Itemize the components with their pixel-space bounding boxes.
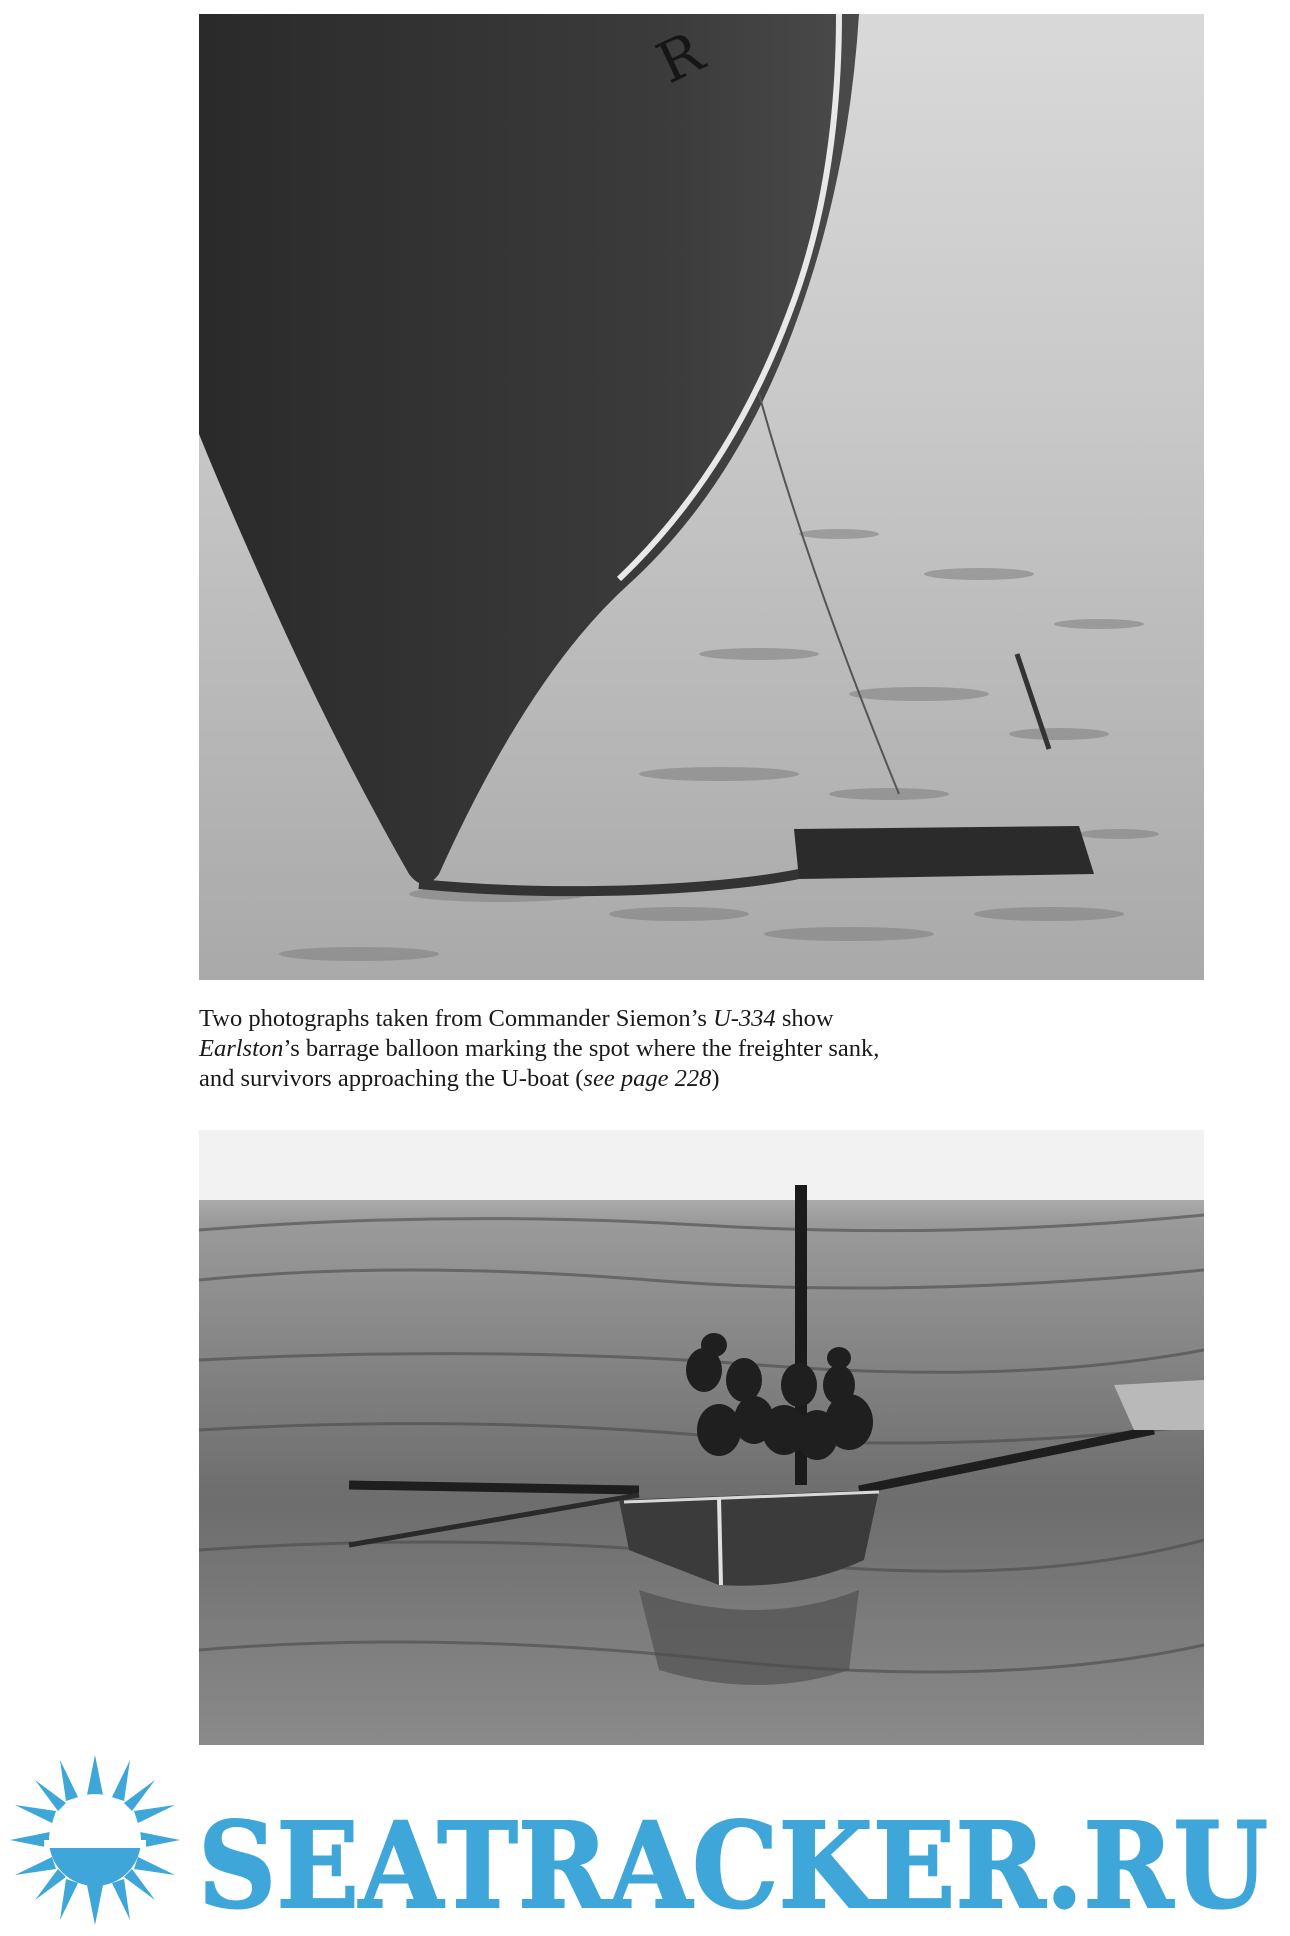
caption-page-reference: see page 228 bbox=[583, 1065, 712, 1092]
seatracker-watermark bbox=[0, 1745, 1290, 1936]
photo-bottom-image bbox=[199, 1130, 1204, 1745]
photo-lifeboat-survivors bbox=[199, 1130, 1204, 1745]
photo-ship-bow-sinking bbox=[199, 14, 1204, 980]
barrage-balloon bbox=[794, 826, 1094, 879]
oar-left bbox=[349, 1485, 639, 1490]
photo-caption bbox=[199, 1004, 1099, 1094]
photo-top-image bbox=[199, 14, 1204, 980]
watermark-text: SEATRACKER.RU bbox=[198, 1796, 1268, 1935]
caption-u-boat-name: U-334 bbox=[713, 1005, 776, 1032]
hull-marking: R bbox=[647, 19, 714, 97]
sun-logo bbox=[10, 1755, 180, 1925]
caption-line-2: Earlston’s barrage balloon marking the spot where the freighter sank, bbox=[199, 1035, 880, 1062]
caption-line-3: and survivors approaching the U-boat (see page 228) bbox=[199, 1065, 720, 1092]
caption-ship-name: Earlston bbox=[199, 1035, 284, 1062]
caption-line-1: Two photographs taken from Commander Siemon’s U-334 show bbox=[199, 1005, 834, 1032]
